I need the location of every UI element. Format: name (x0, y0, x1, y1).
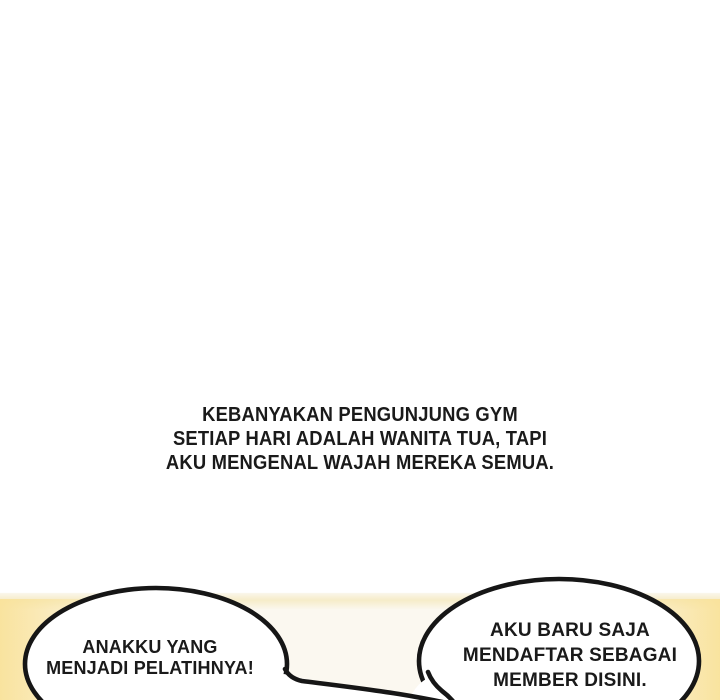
narration-line-2: SETIAP HARI ADALAH WANITA TUA, TAPI (172, 428, 548, 450)
speech-bubble-left-text (30, 637, 270, 679)
speech-right-line-1: AKU BARU SAJA (490, 620, 650, 641)
speech-left-line-1: ANAKKU YANG (82, 637, 218, 657)
speech-right-line-3: MEMBER DISINI. (493, 670, 647, 691)
speech-right-line-2: MENDAFTAR SEBAGAI (462, 645, 678, 666)
narration-line-3: AKU MENGENAL WAJAH MEREKA SEMUA. (165, 452, 555, 474)
speech-left-line-2: MENJADI PELATIHNYA! (46, 658, 254, 678)
narration-caption (29, 403, 691, 475)
speech-bubble-right-text (440, 618, 700, 693)
narration-line-1: KEBANYAKAN PENGUNJUNG GYM (202, 404, 518, 426)
